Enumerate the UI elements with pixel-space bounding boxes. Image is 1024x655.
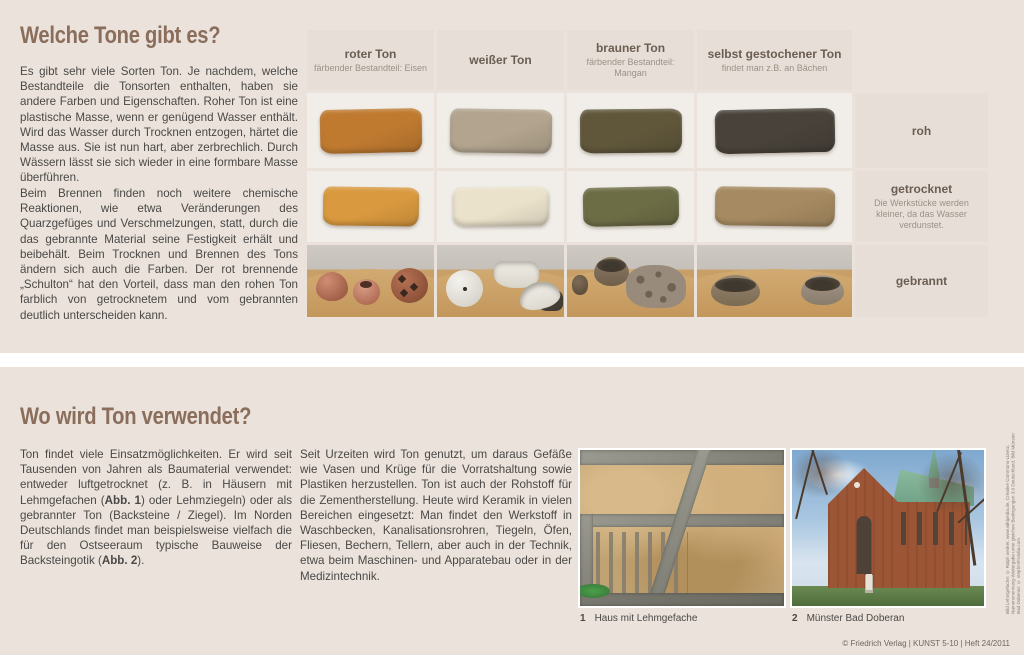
figure-2-caption bbox=[792, 613, 904, 624]
clay-slab-red-dried bbox=[322, 186, 419, 226]
brown-bowl bbox=[594, 257, 629, 286]
photo-selbst-ton-getrocknet bbox=[697, 171, 852, 242]
terracotta-pot bbox=[353, 279, 380, 305]
row-label-gebrannt bbox=[855, 245, 988, 317]
clay-slab-brown-dried bbox=[582, 186, 679, 227]
section2-column-1 bbox=[20, 447, 292, 569]
col-title: brauner Ton bbox=[595, 41, 666, 55]
photo-brown-fired-pots bbox=[567, 245, 694, 317]
pot-opening bbox=[360, 281, 372, 288]
section1-title bbox=[20, 22, 258, 50]
section-clay-usage bbox=[0, 367, 1024, 655]
terracotta-pot bbox=[316, 272, 348, 301]
terracotta-lantern-pot bbox=[391, 268, 428, 303]
photo-white-fired-pots bbox=[437, 245, 564, 317]
white-sphere bbox=[446, 270, 483, 307]
col-header-weisser-ton bbox=[437, 30, 564, 90]
figure-caption-text: Haus mit Lehmgefache bbox=[594, 613, 698, 624]
photo-brauner-ton-getrocknet bbox=[567, 171, 694, 242]
publisher-footer: © Friedrich Verlag | KUNST 5-10 | Heft 24/2011 bbox=[842, 639, 1010, 648]
col1-text: Ton findet viele Einsatzmöglichkeiten. Er wird seit Tausenden von Jahren als Baumaterial verwendet: entweder luftgetrocknet (z. B. in Häusern mit Lehmgefachen ( bbox=[20, 448, 292, 507]
row-label-roh bbox=[855, 93, 988, 168]
photo-credits-vertical: Bild Lehmgefache: © Ralph oesker, www.wikipedia.de, Creative Commons-Lizenz, Namensnennung-Weitergabe unter gleichen Bedingungen 3.0 Deutschland. Bild Münster Bad Doberan: © stephm/Fotolia.com bbox=[1005, 433, 1022, 614]
star-cutout bbox=[409, 283, 417, 291]
figure-2-muenster bbox=[790, 448, 986, 608]
clay-slab-red-raw bbox=[319, 107, 422, 153]
col-header-brauner-ton bbox=[567, 30, 694, 90]
timber-beam-bottom bbox=[580, 593, 784, 606]
figure-1-caption bbox=[580, 613, 697, 624]
figure-number: 2 bbox=[792, 613, 798, 624]
figure-number: 1 bbox=[580, 613, 586, 624]
col-subtitle: findet man z.B. an Bächen bbox=[721, 62, 828, 73]
abb2-reference: Abb. 2 bbox=[101, 554, 138, 568]
gray-bowl bbox=[711, 275, 760, 306]
bowl-interior bbox=[805, 277, 840, 291]
clay-slab-white-raw bbox=[449, 108, 552, 153]
photo-selbst-ton-roh bbox=[697, 93, 852, 168]
bowl-interior bbox=[715, 278, 755, 292]
col-title: weißer Ton bbox=[469, 53, 532, 67]
col-header-selbst-gestochener-ton bbox=[697, 30, 852, 90]
photo-roter-ton-getrocknet bbox=[307, 171, 434, 242]
col1-text: ) oder Lehmziegeln) oder als gebrannter Ton (Backsteine / Ziegel). Im Norden Deutschlands findet man beispielsweise vielfach die für den Ostseeraum typische Bauweise der Backsteingotik ( bbox=[20, 493, 292, 568]
section1-paragraph-2: Beim Brennen finden noch weitere chemische Reaktionen, wie etwa Veränderungen des Quarzgefüges und Verschmelzungen, statt, durch die das gebrannte Material seine Festigkeit erhält und beibehält. Beim Trocknen und Brennen des Tons ändern sich auch die Farben. Der rot brennende „Schulton“ hat den Vorteil, dass man den rohen Ton farblich von getrocknetem und vom gebrannten deutlich unterscheiden kann. bbox=[20, 187, 298, 322]
mottled-bowl bbox=[801, 275, 844, 305]
sphere-hole bbox=[463, 287, 467, 291]
col-title: roter Ton bbox=[344, 46, 397, 61]
row-label: roh bbox=[911, 123, 932, 138]
col-subtitle: färbender Bestandteil: Eisen bbox=[313, 62, 428, 73]
row-label: gebrannt bbox=[895, 274, 948, 288]
row-note: Die Werkstücke werden kleiner, da das Wasser verdunstet. bbox=[874, 198, 969, 230]
star-cutout bbox=[399, 289, 407, 297]
clay-slab-dug-raw bbox=[714, 107, 835, 154]
statue bbox=[866, 574, 872, 590]
clay-slab-white-dried bbox=[452, 187, 548, 227]
bowl-interior bbox=[597, 259, 626, 272]
section1-title-text: Welche Tone gibt es? bbox=[20, 22, 221, 49]
abb1-reference: Abb. 1 bbox=[104, 493, 141, 507]
photo-weisser-ton-getrocknet bbox=[437, 171, 564, 242]
timber-frame-wall-photo bbox=[580, 450, 784, 606]
photo-weisser-ton-roh bbox=[437, 93, 564, 168]
section2-column-2: Seit Urzeiten wird Ton genutzt, um daraus Gefäße wie Vasen und Krüge für die Vorratshaltung sowie Plastiken herzustellen. Ton ist auch der Rohstoff für die Zementherstellung. Heute wird Keramik in vielen Bereichen eingesetzt: Man findet den Werkstoff in Waschbecken, Kanalisationsrohren, Tiegeln, Öfen, Fliesen, Bechern, Tellern, aber auch in der Technik, etwa beim Maschinen- und Apparatebau oder in der Medizintechnik. bbox=[300, 448, 572, 583]
lawn bbox=[792, 586, 984, 606]
photo-dug-fired-pots bbox=[697, 245, 852, 317]
figure-1-lehmgefache bbox=[578, 448, 786, 608]
section1-paragraph-1: Es gibt sehr viele Sorten Ton. Je nachdem, welche Bestandteile die Tonsorten enthalten, haben sie andere Farben und Eigenschaften. Roher Ton ist eine plastische Masse, wenn er genügend Wasser enthält. Wird das Wasser durch Trocknen entzogen, härtet die Masse aus. Sie ist nun hart, aber zerbrechlich. Durch Wässern lässt sie sich wieder in eine formbare Masse überführen. bbox=[20, 65, 298, 185]
clay-slab-brown-raw bbox=[579, 108, 681, 153]
col-subtitle: färbender Bestandteil: Mangan bbox=[586, 57, 675, 78]
clay-head-sculpture bbox=[572, 275, 588, 295]
textured-sculpture bbox=[626, 265, 686, 308]
figure-caption-text: Münster Bad Doberan bbox=[806, 613, 905, 624]
col-title: selbst gestochener Ton bbox=[707, 46, 842, 61]
col1-text: ). bbox=[137, 554, 145, 568]
clay-slab-dug-dried bbox=[714, 186, 835, 227]
star-cutout bbox=[397, 275, 405, 283]
table-corner-spacer bbox=[855, 30, 988, 90]
section2-title bbox=[20, 403, 295, 431]
brick-church-photo bbox=[792, 450, 984, 606]
photo-roter-ton-roh bbox=[307, 93, 434, 168]
photo-brauner-ton-roh bbox=[567, 93, 694, 168]
row-label-getrocknet bbox=[855, 171, 988, 242]
facade-window bbox=[857, 516, 872, 574]
photo-red-fired-pots bbox=[307, 245, 434, 317]
section2-title-text: Wo wird Ton verwendet? bbox=[20, 403, 252, 430]
row-label: getrocknet bbox=[890, 182, 953, 196]
col-header-roter-ton bbox=[307, 30, 434, 90]
timber-beam-top bbox=[580, 450, 784, 465]
clay-types-table bbox=[307, 30, 988, 317]
